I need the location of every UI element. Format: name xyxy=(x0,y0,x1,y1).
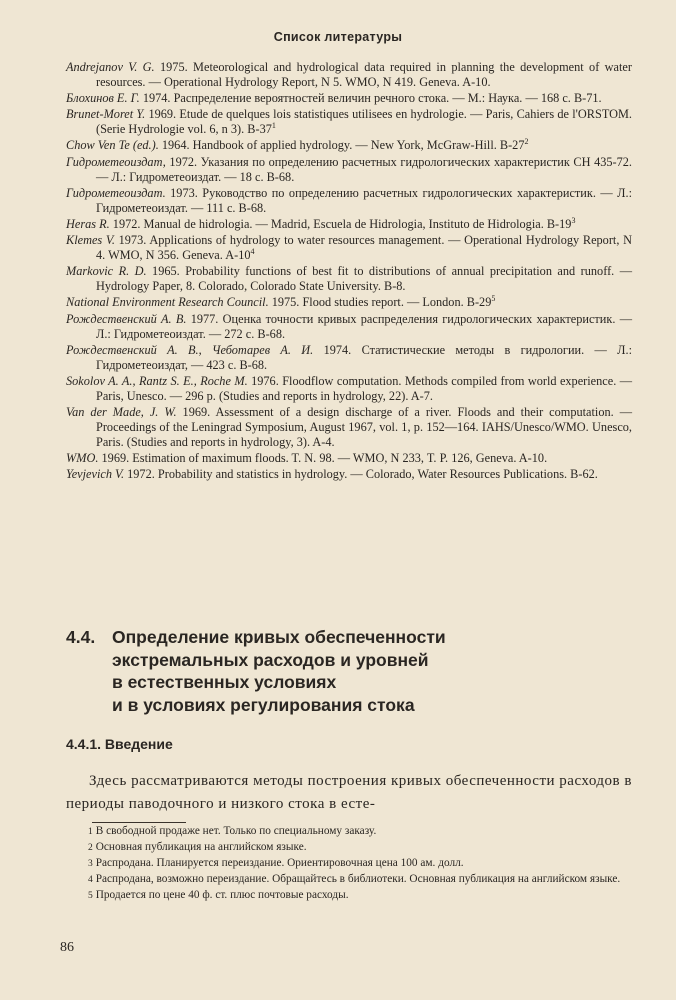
footnote xyxy=(66,840,632,855)
footnotes xyxy=(66,824,632,904)
section-title-line: экстремальных расходов и уровней xyxy=(112,649,429,670)
footnote xyxy=(66,856,632,871)
reference-text: 1972. Указания по определению расчетных гидрологических характеристик СН 435-72. — Л.: Гидрометеоиздат. — 18 с. В-68. xyxy=(96,154,632,184)
reference-entry xyxy=(66,233,632,263)
footnote-text: В свободной продаже нет. Только по специальному заказу. xyxy=(95,825,377,837)
body-paragraph: Здесь рассматриваются методы построения кривых обеспеченности расходов в периоды паводочного и низкого стока в есте- xyxy=(66,773,632,812)
footnote-number: 1 xyxy=(88,827,93,837)
reference-text: 1969. Assessment of a design discharge of a river. Floods and their computation. — Proceedings of the Leningrad Symposium, August 1967, vol. 1, p. 152—164. IAHS/Unesco/WMO. Unesco, Paris. (Studies and reports in hydrology, 3). A-4. xyxy=(96,405,632,449)
reference-author: Гидрометеоиздат. xyxy=(66,185,166,200)
reference-text: 1969. Etude de quelques lois statistiques utilisees en hydrologie. — Paris, Cahiers de l'ORSTOM. (Serie Hydrologie vol. 6, n 3). B-37 xyxy=(96,107,632,137)
section-number: 4.4. xyxy=(66,627,96,647)
footnote-text: Распродана. Планируется переиздание. Ориентировочная цена 100 ам. долл. xyxy=(95,857,464,870)
footnote xyxy=(66,888,632,903)
reference-text: 1964. Handbook of applied hydrology. — New York, McGraw-Hill. B-27 xyxy=(158,138,525,153)
reference-entry xyxy=(66,217,632,232)
footnote xyxy=(66,824,632,839)
reference-entry xyxy=(66,312,632,342)
reference-text: 1973. Applications of hydrology to water resources management. — Operational Hydrology Report, N 4. WMO, N 356. Geneva. A-10 xyxy=(96,233,633,263)
footnote-number: 3 xyxy=(88,859,93,870)
running-header: Список литературы xyxy=(273,30,403,44)
reference-text: 1972. Probability and statistics in hydrology. — Colorado, Water Resources Publications. B-62. xyxy=(124,467,598,482)
reference-author: Блохинов Е. Г. xyxy=(66,91,140,106)
footnote-mark: 3 xyxy=(571,215,576,225)
reference-entry xyxy=(66,374,632,404)
footnote-mark: 4 xyxy=(250,246,255,256)
footnote-number: 4 xyxy=(88,875,93,886)
reference-entry xyxy=(66,295,632,310)
footnote-mark: 1 xyxy=(271,121,276,131)
page-number: 86 xyxy=(60,940,74,955)
reference-text: 1975. Meteorological and hydrological data required in planning the development of water resources. — Operational Hydrology Report, N 5. WMO, N 419. Geneva. A-10. xyxy=(96,60,632,89)
reference-author: Рождественский А. В., Чеботарев А. И. xyxy=(66,342,314,357)
reference-author: Chow Ven Te (ed.). xyxy=(66,138,159,153)
reference-author: Гидрометеоиздат, xyxy=(66,154,166,169)
section-title xyxy=(112,626,626,716)
reference-author: National Environment Research Council. xyxy=(66,295,269,310)
reference-entry xyxy=(66,138,632,153)
reference-author: Yevjevich V. xyxy=(66,467,125,482)
reference-text: 1976. Floodflow computation. Methods compiled from world experience. — Paris, Unesco. — 296 p. (Studies and reports in hydrology, 22). A-7. xyxy=(96,373,632,403)
reference-list xyxy=(66,60,632,484)
reference-text: 1973. Руководство по определению расчетных гидрологических характеристик. — Л.: Гидрометеоиздат. — 111 с. В-68. xyxy=(96,185,632,215)
reference-text: 1975. Flood studies report. — London. B-29 xyxy=(268,295,492,310)
reference-author: Klemes V. xyxy=(66,233,115,248)
reference-text: 1974. Статистические методы в гидрологии. — Л.: Гидрометеоиздат, — 423 с. В-68. xyxy=(96,342,632,372)
footnote-divider xyxy=(92,822,186,823)
reference-entry xyxy=(66,107,632,137)
reference-text: 1977. Оценка точности кривых распределения гидрологических характеристик. — Л.: Гидрометеоиздат. — 272 с. В-68. xyxy=(96,311,632,341)
footnote-mark: 2 xyxy=(524,137,529,147)
reference-entry xyxy=(66,343,632,373)
footnote-text: Продается по цене 40 ф. ст. плюс почтовые расходы. xyxy=(95,889,349,902)
reference-entry xyxy=(66,155,632,185)
footnote-text: Распродана, возможно переиздание. Обращайтесь в библиотеки. Основная публикация на английском языке. xyxy=(95,873,621,886)
reference-author: Markovic R. D. xyxy=(66,264,147,279)
reference-text: 1969. Estimation of maximum floods. T. N. 98. — WMO, N 233, T. P. 126, Geneva. A-10. xyxy=(98,450,548,465)
reference-entry xyxy=(66,451,632,466)
footnote-number: 2 xyxy=(88,843,93,854)
reference-author: Sokolov A. A., Rantz S. E., Roche M. xyxy=(66,373,248,388)
reference-text: 1972. Manual de hidrologia. — Madrid, Escuela de Hidrologia, Instituto de Hidrologia. B-19 xyxy=(109,216,572,231)
reference-author: Andrejanov V. G. xyxy=(66,60,155,74)
reference-entry xyxy=(66,467,632,482)
footnote-text: Основная публикация на английском языке. xyxy=(95,841,307,854)
footnote xyxy=(66,872,632,887)
reference-author: Heras R. xyxy=(66,216,110,231)
footnote-mark: 5 xyxy=(491,294,496,304)
reference-author: WMO. xyxy=(66,450,99,465)
reference-entry xyxy=(66,264,632,294)
reference-entry xyxy=(66,91,632,106)
reference-text: 1974. Распределение вероятностей величин речного стока. — М.: Наука. — 168 с. В-71. xyxy=(139,91,602,106)
footnote-number: 5 xyxy=(88,891,93,902)
reference-author: Рождественский А. В. xyxy=(66,311,187,326)
reference-text: 1965. Probability functions of best fit to distributions of annual precipitation and runoff. — Hydrology Paper, 8. Colorado, Colorado State University. B-8. xyxy=(96,264,632,294)
section-title-line: и в условиях регулирования стока xyxy=(112,694,415,715)
subsection-heading: 4.4.1. Введение xyxy=(66,736,173,752)
reference-author: Brunet-Moret Y. xyxy=(66,107,146,122)
reference-entry xyxy=(66,186,632,216)
section-title-line: Определение кривых обеспеченности xyxy=(112,627,446,647)
reference-entry xyxy=(66,60,632,90)
reference-author: Van der Made, J. W. xyxy=(66,405,177,420)
section-title-line: в естественных условиях xyxy=(112,672,337,692)
section-heading xyxy=(66,626,626,716)
reference-entry xyxy=(66,405,632,449)
